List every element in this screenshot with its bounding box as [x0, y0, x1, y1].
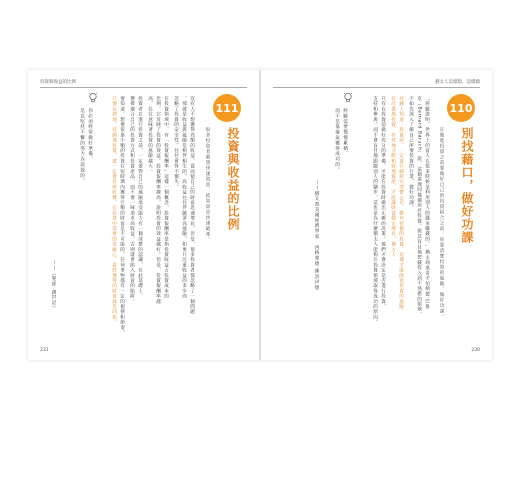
chapter-subtitle: 很多投資者都想快速致富，結果卻是快速破產。 — [205, 127, 210, 243]
body-line-highlight: 只要長期地、持續地投資，就一定會有所收穫，在投資中需要的是耐心，最終獲得的財富就是回報。 — [111, 96, 117, 325]
body-line: 投資者在進行投資之前，一定要對自己的風險承受能力有一個清楚的認識，在此基礎上， — [137, 96, 143, 299]
body-line-highlight: 有錢人知道：投資前，一定要仔細研究清楚公司，做有把握的投資，這樣才能降低投資的風險， — [398, 96, 404, 315]
body-line: 沒有人不想獲得高額的收益，從而使自己的財富迅速增長，但是，很多投資者都忽略了一個問題 — [189, 96, 195, 315]
header-rule — [40, 87, 247, 88]
quote-text: 而不是靠運氣獲得成功的。 — [334, 108, 340, 173]
body-line: 在投資領域中，有「投資報酬率」這樣一個概念，投資報酬率是指投資收益占投資成本的 — [163, 96, 169, 299]
body-line: 只有在投資前做好充分的準備，才能在投資時做出正確的決策，他們才會決定是否進行投資， — [380, 96, 386, 310]
header-rule — [273, 87, 480, 88]
body-line: ，那就是收益與風險是相伴相生的，高收益往往伴隨著高風險。如果只注重收益的多少而 — [181, 96, 187, 299]
body-line: 「經驗證明，世界上的富人在很多時候是利用別人的錢來賺錢的。」猶太商業奇才伯納德·巴魯 — [424, 96, 430, 309]
chapter-title: 別找藉口，做好功課 — [460, 127, 474, 244]
page-number-left: 231 — [40, 348, 49, 353]
lightbulb-icon — [88, 92, 98, 104]
quote-attribution: ——猶太裔美國經濟學家 西格蒙德·佛洛伊德 — [314, 180, 319, 291]
book-spread — [28, 70, 492, 360]
page-number-right: 230 — [471, 348, 480, 353]
left-page — [28, 70, 259, 360]
quote-attribution: ——《聖經·創世記》 — [51, 260, 56, 311]
body-line-highlight: 有計畫地投資，有效地分配和管理資產，才能讓財富穩定增長。猶太人 — [390, 96, 396, 258]
body-line: 要知道，想要依靠小額的投資在短時期內獲得巨額的財富是不可能的，任何事物都有一定的規律和節奏。 — [119, 96, 125, 336]
body-line: 忽略了投資的安全性，往往會得不償失。 — [173, 96, 179, 190]
body-line: 支持和參與。而不會盲目地跟隨別人的腳步，這也是為什麼猶太人能夠在投資領域取得成功的原因。 — [372, 96, 378, 325]
quote-text: 你必須經常做好準備， — [87, 108, 93, 162]
right-page — [261, 70, 492, 360]
running-head-left: 投資與收益的比例 — [40, 80, 76, 85]
chapter-subtitle: 在做進投資之前要做好自己的投資組合之前，你要清楚投資的風險，做好功課。 — [439, 127, 444, 320]
body-line: 不如先深入了解自己所要投資的行業，做好功課。 — [408, 96, 414, 211]
chapter-number-badge: 110 — [447, 94, 475, 122]
body-line: 克（Bernard Baruch）說，這個道理同樣適用於投資。與其盲目地把錢投入到不熟悉的領域， — [416, 96, 422, 318]
quote-text: 是以堅持不懈的努力為前提的。 — [79, 108, 85, 184]
chapter-number-badge: 111 — [213, 94, 241, 122]
body-line: 選擇適合自己的投資方式和投資產品，而不要一味追求高收益，否則就會陷入財富的陷阱。 — [129, 96, 135, 304]
body-line: 比例，它反映了投資的效益。投資報酬率越高，說明投資的效益越好。但是，投資報酬率越 — [155, 96, 161, 304]
body-line: 高，往往意味著投資的風險越大。 — [147, 96, 153, 174]
chapter-title: 投資與收益的比例 — [226, 127, 240, 231]
lightbulb-icon — [343, 92, 353, 104]
running-head-right: 猶太人這樣想，這樣做 — [435, 80, 480, 85]
quote-text: 經驗需要慢慢累積， — [342, 108, 348, 157]
